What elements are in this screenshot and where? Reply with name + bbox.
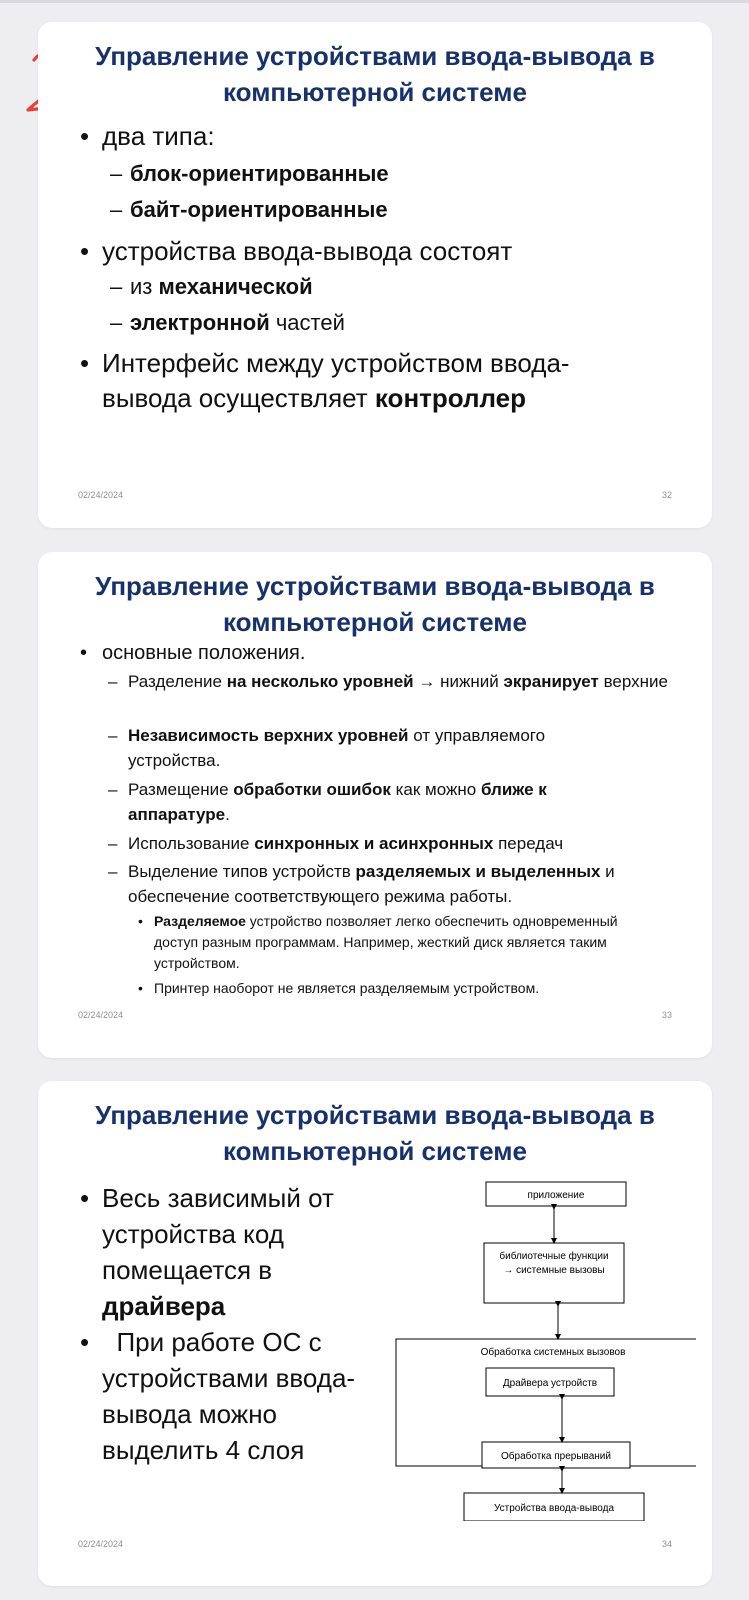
bullet-interface-controller: • Интерфейс между устройством ввода-вывода осуществляет контроллер: [80, 346, 600, 416]
slide-date: 02/24/2024: [78, 1539, 124, 1549]
subbullet-printer: • Принтер наоборот не является разделяемым устройством.: [138, 978, 658, 999]
dash-item-error-handling: – Размещение обработки ошибок как можно ближе к аппаратуре.: [108, 777, 678, 827]
top-border: [0, 0, 749, 3]
slide-number: 32: [661, 490, 672, 500]
bullet-devices-consist: • устройства ввода-вывода состоят: [80, 234, 680, 268]
slide-33: [38, 552, 712, 1058]
slide-32: [38, 22, 712, 528]
dash-item-levels: – Разделение на несколько уровней → нижний экранирует верхние: [108, 669, 678, 694]
slide-title: Управление устройствами ввода-вывода в компьютерной системе: [95, 571, 655, 637]
dash-item-mechanical: – из механической: [110, 272, 313, 302]
label-interrupt-handling: Обработка прерываний: [501, 1451, 611, 1462]
slide-date: 02/24/2024: [78, 1010, 124, 1020]
dash-item-independence: – Независимость верхних уровней от управляемого устройства.: [108, 723, 678, 773]
slide-number: 34: [661, 1539, 672, 1549]
bullet-device-code-drivers: • Весь зависимый от устройства код помещается в драйвера: [80, 1180, 370, 1324]
dash-item-sync-async: – Использование синхронных и асинхронных передач: [108, 831, 678, 856]
dash-item-byte: – байт-ориентированные: [110, 195, 388, 225]
label-device-drivers: Драйвера устройств: [502, 1378, 598, 1389]
dash-item-device-types: – Выделение типов устройств разделяемых и выделенных и обеспечение соответствующего режима работы.: [108, 859, 678, 909]
slide-34: [38, 1081, 712, 1586]
bullet-two-types: • два типа:: [80, 119, 680, 153]
slide-number: 33: [661, 1010, 672, 1020]
label-library-functions: библиотечные функции: [499, 1251, 609, 1262]
dash-item-block: – блок-ориентированные: [110, 159, 389, 189]
label-system-calls: → системные вызовы: [503, 1265, 605, 1276]
slide-title: Управление устройствами ввода-вывода в компьютерной системе: [95, 41, 655, 107]
bullet-four-layers: • При работе ОС с устройствами ввода-вывода можно выделить 4 слоя: [80, 1324, 370, 1468]
slide-title: Управление устройствами ввода-вывода в компьютерной системе: [95, 1100, 655, 1166]
io-layers-diagram: [356, 1181, 696, 1521]
subbullet-shared-device: • Разделяемое устройство позволяет легко обеспечить одновременный доступ разным программам. Например, жесткий диск является таким устройством.: [138, 911, 658, 974]
label-application: приложение: [527, 1190, 585, 1201]
slide-date: 02/24/2024: [78, 490, 124, 500]
dash-item-electronic: – электронной частей: [110, 308, 345, 338]
label-syscall-handling: Обработка системных вызовов: [480, 1347, 626, 1358]
label-io-devices: Устройства ввода-вывода: [493, 1503, 615, 1514]
bullet-main-principles: • основные положения.: [80, 640, 680, 666]
